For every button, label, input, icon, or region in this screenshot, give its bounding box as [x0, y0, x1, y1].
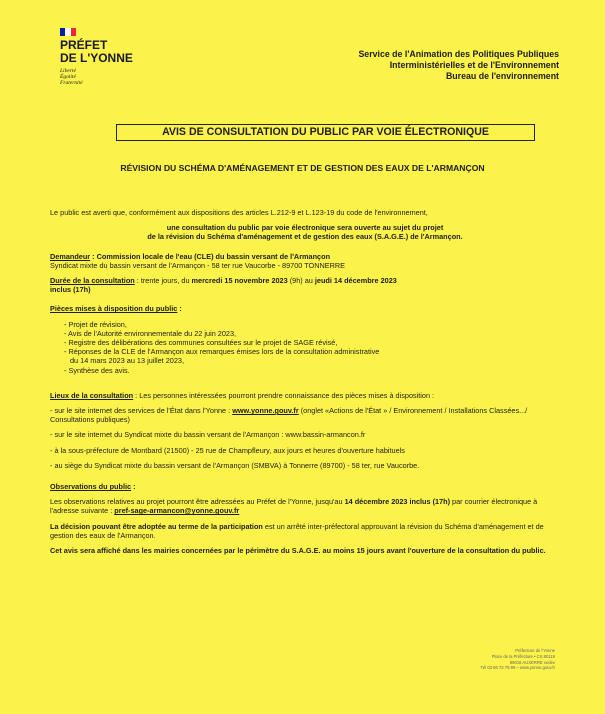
list-item: - Réponses de la CLE de l'Armançon aux remarques émises lors de la consultation administrative: [64, 347, 380, 357]
demandeur-section: [50, 252, 560, 261]
footer-line: 89016 AUXERRE cedex: [509, 659, 555, 665]
decision-bold: La décision pouvant être adoptée au terme de la participation: [50, 521, 263, 531]
service-header: [358, 49, 559, 82]
observations-date: 14 décembre 2023 inclus (17h): [344, 497, 451, 507]
flag-red: [71, 28, 76, 36]
footer-address: [480, 648, 555, 671]
duree-line2: [50, 285, 560, 294]
lieux-intro: : Les personnes intéressées pourront prendre connaissance des pièces mises à disposition :: [133, 390, 435, 400]
duree-label: Durée de la consultation: [50, 276, 135, 286]
pieces-label: Pièces mises à disposition du public: [50, 304, 178, 314]
intro-bold-line-1: une consultation du public par voie électronique sera ouverte au sujet du projet: [166, 223, 444, 233]
list-item: - Registre des délibérations des communes consultées sur le projet de SAGE révisé,: [64, 338, 338, 348]
lieux-item-3: - à la sous-préfecture de Montbard (21500) - 25 rue de Champfleury, aux jours et heures d'ouverture habituels: [50, 445, 405, 455]
duree-text1: : trente jours, du: [134, 276, 192, 286]
logo-line-2: DE L'YONNE: [60, 51, 133, 65]
lieux-label: Lieux de la consultation: [50, 390, 134, 400]
lieux-item-4: - au siège du Syndicat mixte du bassin versant de l'Armançon (SMBVA) à Tonnerre (89700) - 58 ter, rue Vaucorbe.: [50, 460, 420, 470]
footer-line: Place de la Préfecture • CS 80119: [491, 653, 555, 659]
duree-inclus: inclus (17h): [50, 285, 91, 295]
duree-text2: (9h) au: [287, 276, 315, 286]
affichage-paragraph: [50, 546, 560, 555]
logo-line-1: PRÉFET: [60, 38, 108, 52]
duree-from: mercredi 15 novembre 2023: [191, 276, 288, 286]
intro-paragraph: Le public est averti que, conformément aux dispositions des articles L.212-9 et L.123-19 du code de l'environnement,: [50, 208, 428, 217]
duree-section: [50, 276, 560, 285]
notice-body: [50, 208, 560, 555]
observations-label: Observations du public: [50, 482, 132, 492]
list-item: du 14 mars 2023 au 13 juillet 2023,: [70, 356, 184, 366]
demandeur-value: : Commission locale de l'eau (CLE) du bassin versant de l'Armançon: [90, 251, 331, 261]
french-flag-icon: [60, 28, 76, 36]
duree-to: jeudi 14 décembre 2023: [314, 276, 397, 286]
intro-bold-line-2: de la révision du Schéma d'aménagement et de gestion des eaux (S.A.G.E.) de l'Armançon.: [147, 232, 463, 242]
affichage-text: Cet avis sera affiché dans les mairies concernées par le périmètre du S.A.G.E. au moins 15 jours avant l'ouverture de la consultation du public.: [50, 546, 546, 556]
pieces-suffix: :: [177, 304, 182, 314]
pieces-list: [50, 320, 560, 375]
motto-line: Égalité: [60, 74, 76, 81]
lieux-item-1-rest: (onglet «Actions de l'État » / Environnement / Installations Classées.../ Consultations publiques): [50, 406, 528, 425]
motto: [60, 68, 133, 87]
lieux-item-2: - sur le site internet du Syndicat mixte du bassin versant de l'Armançon : www.bassin-armancon.fr: [50, 430, 366, 440]
motto-line: Fraternité: [60, 80, 83, 87]
observations-text: [50, 497, 560, 515]
lieux-item-1: [50, 406, 560, 424]
observations-section: [50, 482, 560, 491]
email-link[interactable]: pref-sage-armancon@yonne.gouv.fr: [114, 506, 240, 516]
observations-text2: par courrier électronique à l'adresse suivante :: [50, 497, 538, 516]
motto-line: Liberté: [60, 68, 76, 74]
pieces-section: [50, 304, 560, 313]
observations-suffix: :: [131, 482, 136, 492]
observations-text1: Les observations relatives au projet pourront être adressées au Préfet de l'Yonne, jusqu'au: [50, 497, 345, 507]
list-item: - Avis de l'Autorité environnementale du 22 juin 2023,: [64, 328, 237, 338]
list-item: - Projet de révision,: [64, 319, 127, 329]
lieux-item-1-text: - sur le site internet des services de l'État dans l'Yonne :: [50, 406, 233, 416]
list-item: - Synthèse des avis.: [64, 365, 130, 375]
notice-title: AVIS DE CONSULTATION DU PUBLIC PAR VOIE ÉLECTRONIQUE: [116, 124, 535, 141]
service-line: Service de l'Animation des Politiques Publiques: [358, 49, 559, 59]
prefet-logo: [60, 28, 133, 87]
service-line: Interministérielles et de l'Environnement: [389, 60, 559, 70]
demandeur-label: Demandeur: [50, 251, 91, 261]
footer-line: Préfecture de l'Yonne: [515, 648, 555, 653]
notice-subtitle: RÉVISION DU SCHÉMA D'AMÉNAGEMENT ET DE GESTION DES EAUX DE L'ARMANÇON: [120, 163, 485, 173]
service-line: Bureau de l'environnement: [445, 71, 559, 81]
decision-rest: est un arrêté inter-préfectoral approuvant la révision du Schéma d'aménagement et de gestion des eaux de l'Armançon.: [50, 521, 544, 540]
decision-paragraph: [50, 522, 560, 540]
lieux-section: [50, 391, 560, 400]
demandeur-address: Syndicat mixte du bassin versant de l'Armançon - 58 ter rue Vaucorbe - 89700 TONNERRE: [50, 260, 346, 270]
footer-line: Tél 03 86 72 79 89 – www.yonne.gouv.fr: [480, 665, 555, 671]
yonne-gouv-link[interactable]: www.yonne.gouv.fr: [232, 406, 299, 416]
